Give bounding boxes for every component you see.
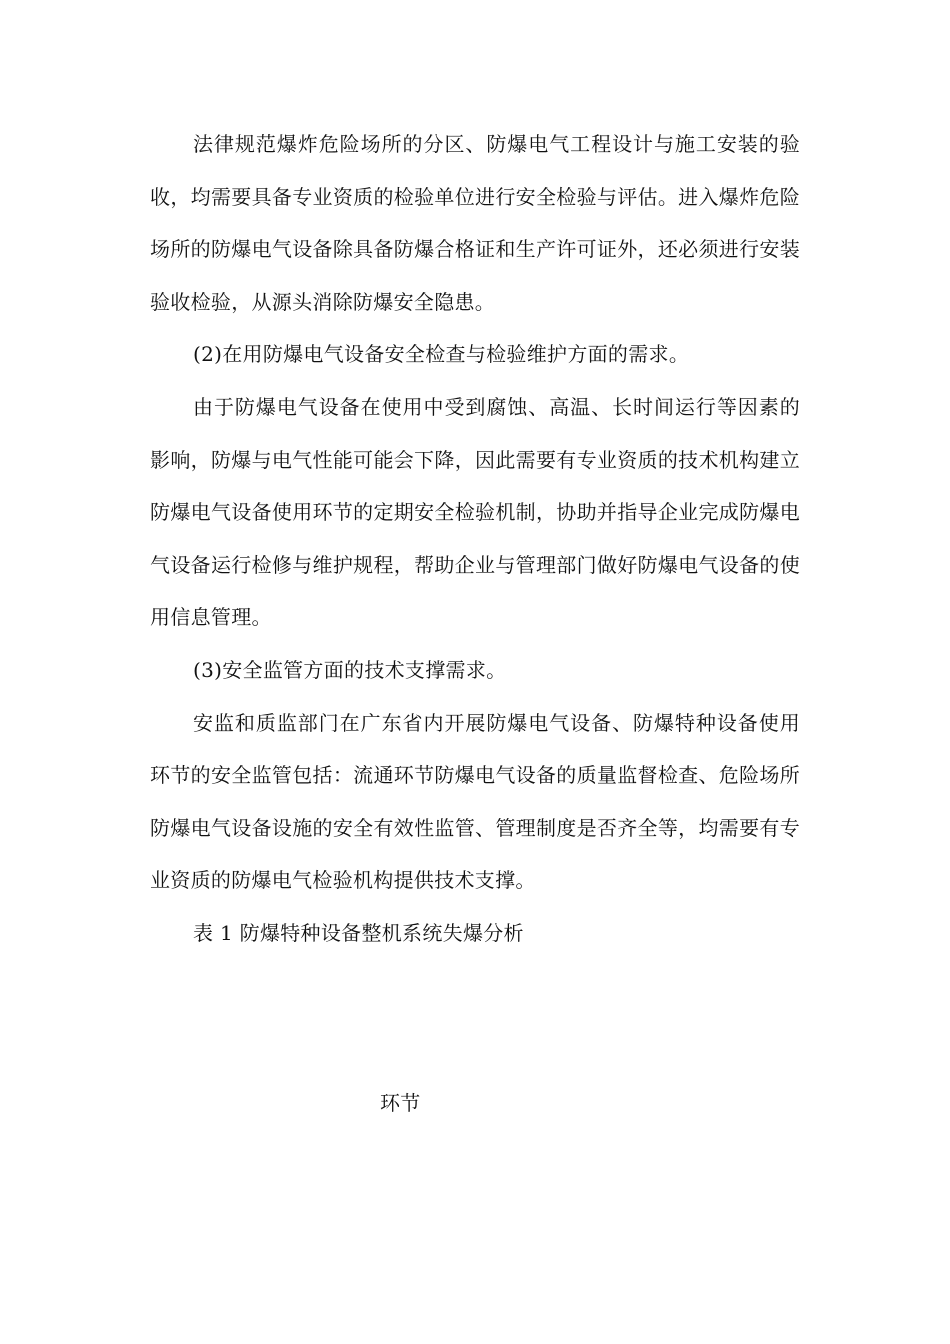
paragraph-supervision-requirement: 安监和质监部门在广东省内开展防爆电气设备、防爆特种设备使用环节的安全监管包括：流通环节防爆电气设备的质量监督检查、危险场所防爆电气设备设施的安全有效性监管、管理制度是否齐全等，均需要有专业资质的防爆电气检验机构提供技术支撑。: [150, 710, 800, 893]
paragraph-maintenance-requirement: 由于防爆电气设备在使用中受到腐蚀、高温、长时间运行等因素的影响，防爆与电气性能可能会下降，因此需要有专业资质的技术机构建立防爆电气设备使用环节的定期安全检验机制，协助并指导企业完成防爆电气设备运行检修与维护规程，帮助企业与管理部门做好防爆电气设备的使用信息管理。: [150, 394, 800, 630]
body-text: [150, 118, 800, 960]
section-heading-3: (3)安全监管方面的技术支撑需求。: [193, 657, 507, 682]
table-header-cell: 环节: [380, 1091, 421, 1115]
section-heading-2: (2)在用防爆电气设备安全检查与检验维护方面的需求。: [193, 342, 690, 367]
table-caption: 表 1 防爆特种设备整机系统失爆分析: [193, 920, 524, 945]
paragraph-inspection-requirement: 法律规范爆炸危险场所的分区、防爆电气工程设计与施工安装的验收，均需要具备专业资质的检验单位进行安全检验与评估。进入爆炸危险场所的防爆电气设备除具备防爆合格证和生产许可证外，还必须进行安装验收检验，从源头消除防爆安全隐患。: [150, 132, 800, 314]
